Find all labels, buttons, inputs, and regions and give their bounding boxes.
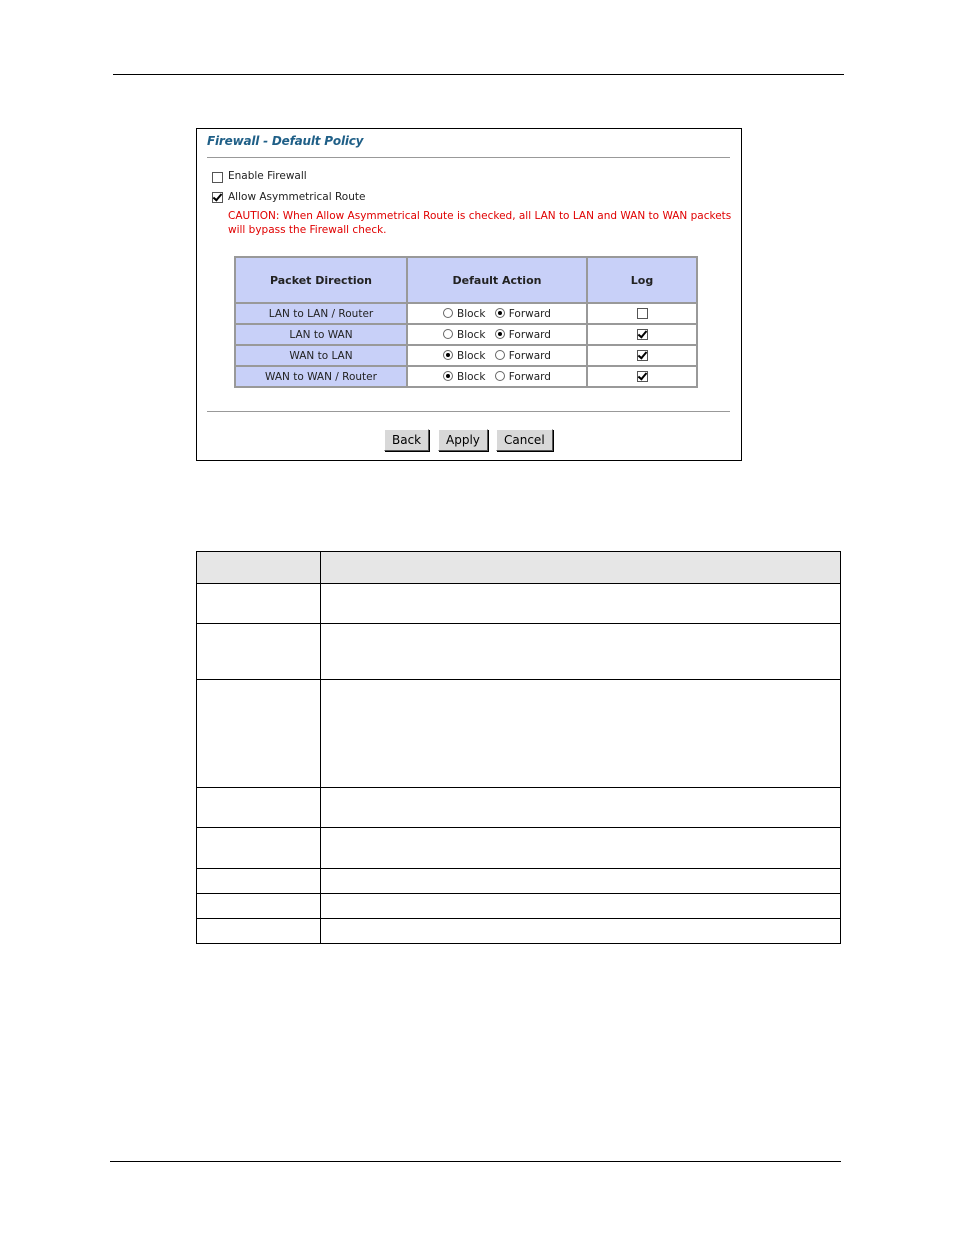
forward-label: Forward [508,328,551,341]
table-row [197,894,841,919]
panel-title: Firewall - Default Policy [207,134,364,148]
label-cell [197,869,321,894]
default-action-cell [407,324,587,345]
direction-label: LAN to WAN [235,324,407,345]
table-row [197,680,841,788]
default-action-cell [407,366,587,387]
label-cell [197,919,321,944]
default-action-cell [407,345,587,366]
log-checkbox[interactable] [637,350,648,361]
description-cell [321,584,841,624]
table-row [197,788,841,828]
table-row [197,919,841,944]
log-checkbox[interactable] [637,308,648,319]
block-label: Block [457,349,486,362]
forward-radio[interactable] [495,308,505,318]
policy-row [235,324,697,345]
description-cell [321,919,841,944]
header-packet-direction: Packet Direction [235,257,407,303]
policy-row [235,366,697,387]
forward-label: Forward [508,349,551,362]
block-radio[interactable] [443,371,453,381]
log-checkbox[interactable] [637,371,648,382]
asymmetrical-route-label: Allow Asymmetrical Route [228,191,366,203]
label-cell [197,680,321,788]
block-radio[interactable] [443,350,453,360]
table-row [197,828,841,869]
header-default-action: Default Action [407,257,587,303]
description-cell [321,828,841,869]
forward-label: Forward [508,370,551,383]
log-cell [587,345,697,366]
label-cell [197,788,321,828]
direction-label: WAN to WAN / Router [235,366,407,387]
policy-row [235,303,697,324]
label-cell [197,828,321,869]
description-cell [321,788,841,828]
default-action-cell [407,303,587,324]
asymmetrical-route-checkbox[interactable] [212,192,223,203]
log-cell [587,324,697,345]
cancel-button[interactable]: Cancel [496,429,553,451]
button-divider [207,411,730,412]
header-cell [197,552,321,584]
forward-radio[interactable] [495,329,505,339]
header-log: Log [587,257,697,303]
log-cell [587,366,697,387]
header-rule [113,74,844,75]
forward-radio[interactable] [495,350,505,360]
log-cell [587,303,697,324]
description-cell [321,869,841,894]
description-cell [321,624,841,680]
caution-text: CAUTION: When Allow Asymmetrical Route is checked, all LAN to LAN and WAN to WAN packets will bypass the Firewall check. [228,210,732,236]
block-label: Block [457,328,486,341]
direction-label: WAN to LAN [235,345,407,366]
description-cell [321,894,841,919]
table-row [197,624,841,680]
back-button[interactable]: Back [384,429,429,451]
label-cell [197,894,321,919]
header-cell [321,552,841,584]
policy-row [235,345,697,366]
policy-table [234,256,698,388]
description-cell [321,680,841,788]
apply-button[interactable]: Apply [438,429,488,451]
footer-rule [110,1161,841,1162]
label-cell [197,584,321,624]
forward-label: Forward [508,307,551,320]
direction-label: LAN to LAN / Router [235,303,407,324]
forward-radio[interactable] [495,371,505,381]
block-label: Block [457,370,486,383]
block-radio[interactable] [443,329,453,339]
block-label: Block [457,307,486,320]
enable-firewall-checkbox[interactable] [212,172,223,183]
label-cell [197,624,321,680]
log-checkbox[interactable] [637,329,648,340]
block-radio[interactable] [443,308,453,318]
enable-firewall-label: Enable Firewall [228,170,307,182]
title-divider [207,157,730,158]
firewall-default-policy-panel [196,128,742,461]
table-row [197,584,841,624]
description-header-row [197,552,841,584]
table-row [197,869,841,894]
description-table [196,551,841,944]
